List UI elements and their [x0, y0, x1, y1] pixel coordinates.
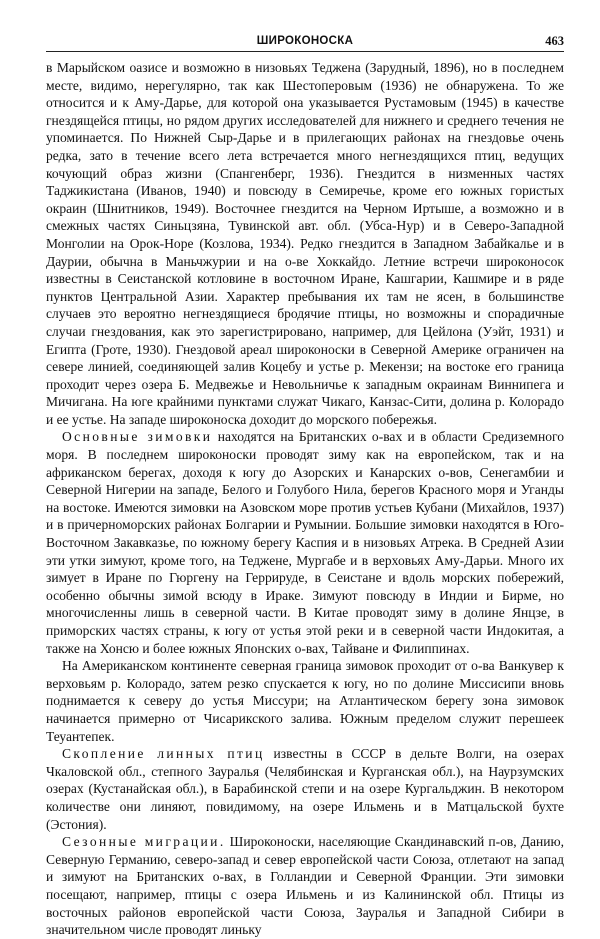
spaced-lead-heading: Основные зимовки	[62, 429, 213, 445]
spaced-lead-heading: Скопление линных птиц	[62, 746, 265, 762]
paragraph-text: На Американском континенте северная граница зимовок проходит от о-ва Ванкувер к верховьям р. Колорадо, затем резко спускается к югу, но по долине Миссисипи вновь поднимается к северу до устья Миссури; на Атлантическом берегу зона зимовок начинается примерно от Чисарикского залива. Южным пределом служит перешеек Теуантепек.	[46, 658, 564, 744]
paragraph-wintering	[46, 428, 564, 657]
paragraph-range-continuation	[46, 59, 564, 428]
paragraph-text: в Марыйском оазисе и возможно в низовьях Теджена (Зарудный, 1896), но в последнем месте, видимо, нерегулярно, так как Шестоперовым (1936) не обнаружена. То же относится и к Аму-Дарье, для которой она указывается Рустамовым (1945) в качестве гнездящейся птицы, но рядом других исследователей для нижнего и среднего течения не упоминается. По Нижней Сыр-Дарье и в прилегающих районах на гнездовье очень редка, зато в течение всего лета встречается много негнездящихся птиц, ведущих кочующий образ жизни (Спангенберг, 1936). Гнездится в низменных частях Таджикистана (Иванов, 1940) и повсюду в Семиречье, кроме его южных гористых окраин (Шнитников, 1949). Восточнее гнездится на Черном Иртыше, а возможно и в смежных частях Синьцзяна, Тувинской авт. обл. (Убса-Нур) и в Северо-Западной Монголии на Орок-Норе (Козлова, 1934). Редко гнездится в Западном Забайкалье и в Даурии, обычна в Маньчжурии и на о-ве Хоккайдо. Летние встречи широконосок известны в Сеистанской котловине в восточном Иране, Кашгарии, Кашмире и в ряде пунктов Центральной Азии. Характер пребывания их там не ясен, в большинстве случаев это вероятно негнездящиеся бродячие птицы, но возможны и спорадичные случаи гнездования, как это зарегистрировано, например, для Цейлона (Уэйт, 1931) и Египта (Гроте, 1930). Гнездовой ареал широконоски в Северной Америке ограничен на севере линией, соединяющей залив Коцебу и устье р. Мекензи; на востоке его граница проходит через озера Б. Медвежье и Невольничье к западным окраинам Виннипега и Мичигана. На юге крайними пунктами служат Чикаго, Канзас-Сити, долина р. Колорадо и ее устье. На западе широконоска доходит до морского побережья.	[46, 60, 564, 427]
paragraph-seasonal-migrations	[46, 833, 564, 939]
header-rule	[46, 51, 564, 52]
spaced-lead-heading: Сезонные миграции.	[62, 834, 226, 850]
running-header	[46, 34, 564, 52]
paragraph-molting-gatherings	[46, 745, 564, 833]
paragraph-text: находятся на Британских о-вах и в области Средиземного моря. В последнем широконоски проводят зиму как на европейском, так и на африканском берегах, доходя к югу до Азорских и Канарских о-вов, Сенегамбии и Северной Нигерии на западе, Белого и Голубого Нила, берегов Красного моря и Уганды на востоке. Имеются зимовки на Азовском море против устьев Кубани (Михайлов, 1937) и в причерноморских районах Болгарии и Румынии. Большие зимовки находятся в Юго-Восточном Закавказье, по южному берегу Каспия и в низовьях Атрека. В Средней Азии эти утки зимуют, кроме того, на Теджене, Мургабе и в верховьях Аму-Дарьи. Много их зимует в Иране по Гюргену на Геррируде, в Сеистане и вдоль морских побережий, особенно обычны зимой всюду в Ираке. Зимуют повсюду в Индии и Бирме, но многочисленны лишь в северной части. В Китае проводят зиму в долине Янцзе, в приморских частях страны, к югу от устья этой реки и в северной части Индокитая, а также на Хонсю и более южных Японских о-вах, Тайване и Филиппинах.	[46, 429, 564, 656]
body-text	[46, 59, 564, 939]
paragraph-text: Широконоски, населяющие Скандинавский п-ов, Данию, Северную Германию, северо-запад и север европейской части Союза, отлетают на запад и зимуют на Британских о-вах, в Голландии и Северной Франции. Эти зимовки посещают, например, птицы с озера Ильмень и из Калининской обл. Птицы из восточных районов европейской части Союза, Зауралья и Западной Сибири в значительном числе проводят линьку	[46, 834, 564, 938]
page-number: 463	[545, 34, 564, 48]
running-title: ШИРОКОНОСКА	[256, 35, 354, 47]
paragraph-american-wintering	[46, 657, 564, 745]
paragraph-text: известны в СССР в дельте Волги, на озерах Чкаловской обл., степного Зауралья (Челябинская и Курганская обл.), на Наурзумских озерах (Кустанайская обл.), в Барабинской степи и на озере Кургальджин. В некотором количестве они линяют, повидимому, на озере Ильмень и в Матцальской бухте (Эстония).	[46, 746, 564, 832]
